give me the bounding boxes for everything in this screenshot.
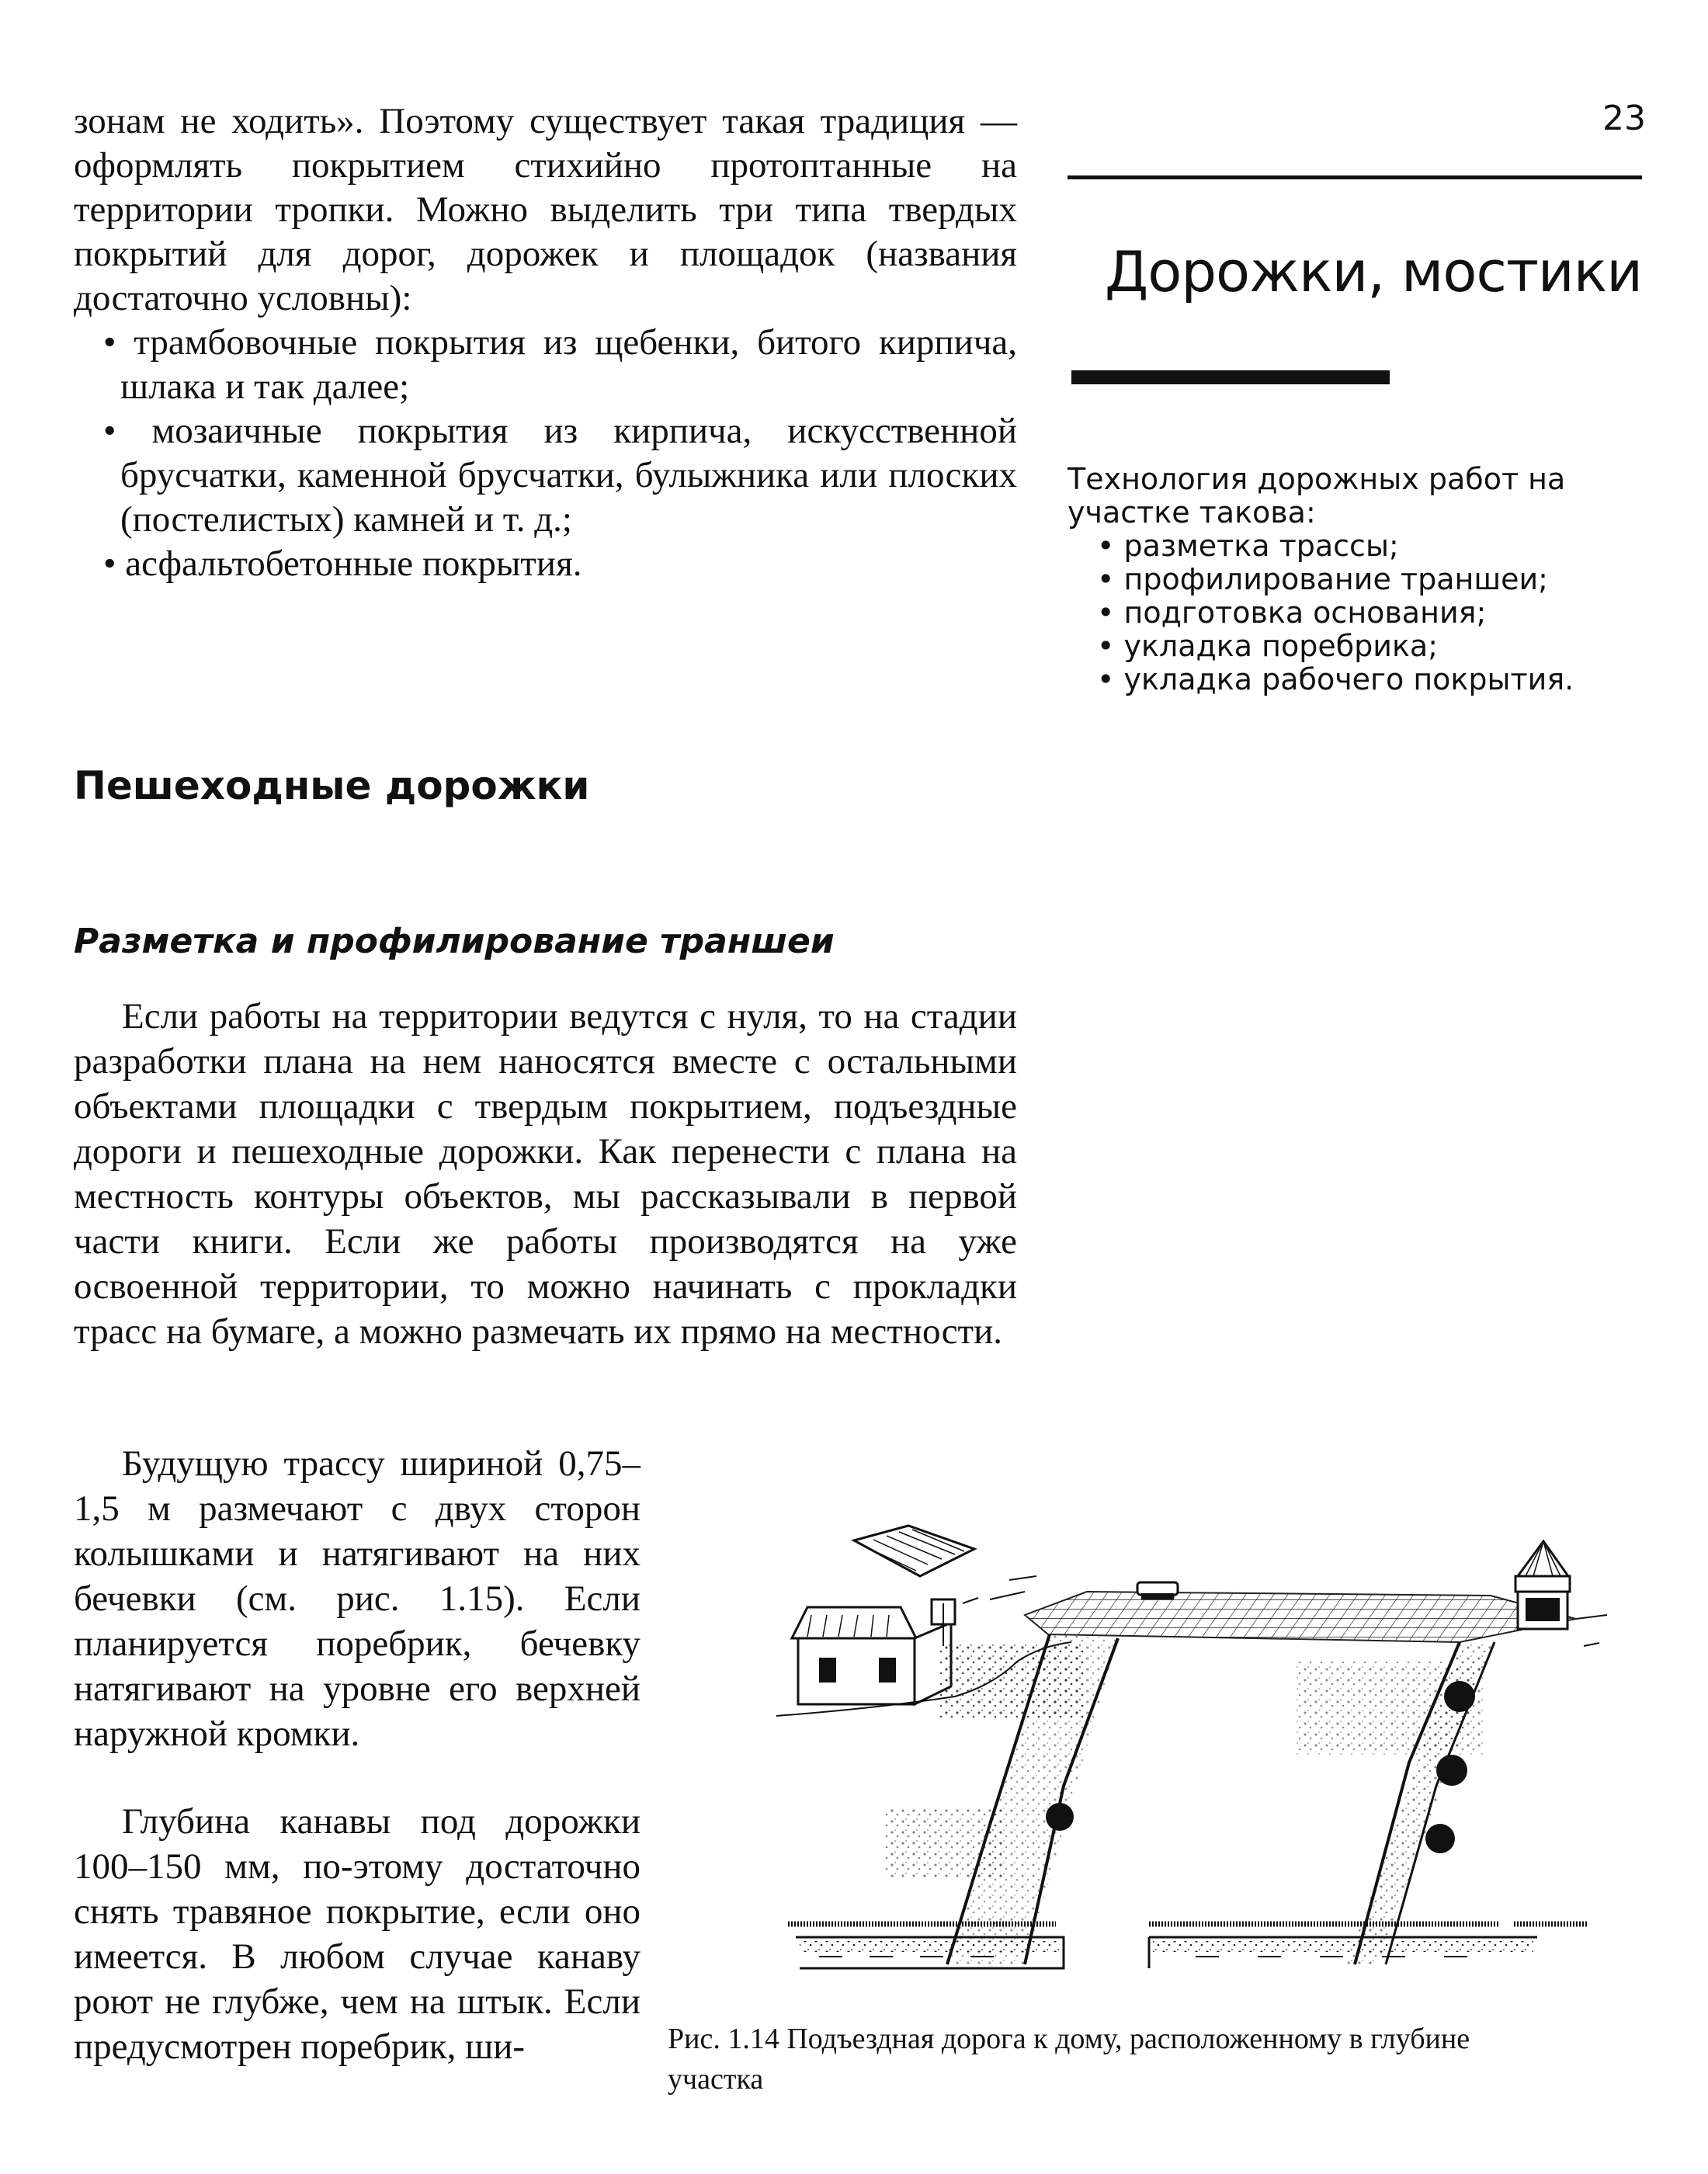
figure-caption: Рис. 1.14 Подъездная дорога к дому, расположенному в глубине участка	[668, 2023, 1470, 2096]
figure-driveway-illustration	[683, 1460, 1654, 2019]
body-paragraph-1: Если работы на территории ведутся с нуля, то на стадии разработки плана на нем наносятся вместе с остальными объектами площадки с твердым покрытием, подъездные дороги и пешеходные дорожки. Как перенести с плана на местность контуры объектов, мы рассказывали в первой части книги. Если же работы производятся на уже освоенной территории, то можно начинать с прокладки трасс на бумаге, а можно размечать их прямо на местности.	[74, 996, 1017, 1352]
intro-paragraph: зонам не ходить». Поэтому существует такая традиция — оформлять покрытием стихийно протоптанные на территории тропки. Можно выделить три типа твердых покрытий для дорог, дорожек и площадок (названия достаточно условны):	[74, 101, 1017, 318]
sidebar-steps-list	[1068, 530, 1642, 696]
header-rule	[1068, 175, 1642, 179]
subheading-marking: Разметка и профилирование траншеи	[74, 922, 835, 961]
surface-type-item: • мозаичные покрытия из кирпича, искусственной брусчатки, каменной брусчатки, булыжника или плоских (постелистых) камней и т. д.;	[74, 409, 1017, 542]
sidebar-intro: Технология дорожных работ на участке такова:	[1068, 462, 1566, 530]
paved-area	[1025, 1592, 1576, 1642]
heading-pedestrian-paths: Пешеходные дорожки	[74, 763, 590, 808]
section-title: Дорожки, мостики	[1105, 239, 1642, 305]
sidebar-step: • разметка трассы;	[1097, 530, 1642, 563]
sidebar-note	[1068, 463, 1642, 696]
driveway-drawing	[683, 1460, 1654, 2019]
section-divider-bar	[1071, 370, 1390, 384]
gazebo-icon	[1515, 1541, 1570, 1629]
sidebar-step: • укладка рабочего покрытия.	[1097, 663, 1642, 696]
fence-cross-section	[788, 1924, 1588, 1968]
body-paragraph-3: Глубина канавы под дорожки 100–150 мм, по-этому достаточно снять травяное покрытие, если оно имеется. В любом случае канаву роют не глубже, чем на штык. Если предусмотрен поребрик, ши-	[74, 1801, 640, 2067]
body-paragraph-2: Будущую трассу шириной 0,75–1,5 м размечают с двух сторон колышками и натягивают на них бечевки (см. рис. 1.15). Если планируется поребрик, бечевку натягивают на уровне его верхней наружной кромки.	[74, 1443, 640, 1754]
sidebar-step: • подготовка основания;	[1097, 596, 1642, 630]
sidebar-step: • профилирование траншеи;	[1097, 563, 1642, 596]
surface-type-item: • трамбовочные покрытия из щебенки, битого кирпича, шлака и так далее;	[74, 321, 1017, 409]
page-number: 23	[1602, 99, 1646, 138]
surface-types-list	[74, 321, 1017, 586]
intro-text-block	[74, 99, 1017, 586]
sidebar-step: • укладка поребрика;	[1097, 630, 1642, 663]
car-icon	[1137, 1582, 1178, 1599]
surface-type-item: • асфальтобетонные покрытия.	[74, 542, 1017, 586]
